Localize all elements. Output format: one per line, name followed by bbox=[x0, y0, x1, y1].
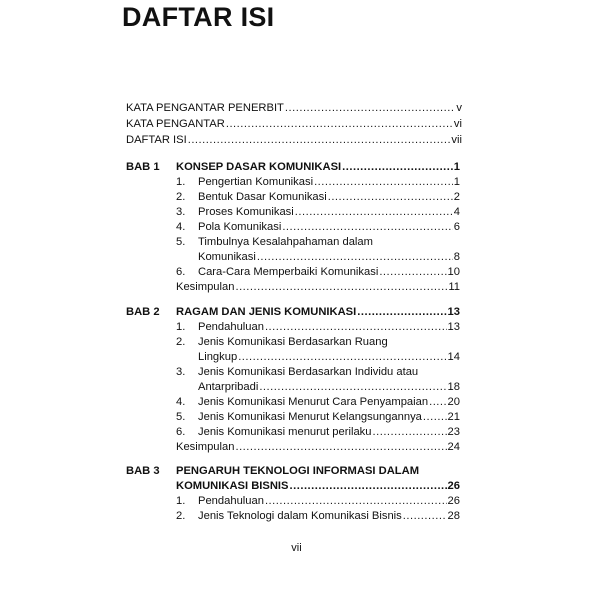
item-page: 13 bbox=[447, 321, 460, 333]
item-text: Pendahuluan bbox=[198, 495, 264, 507]
chapter-title: RAGAM DAN JENIS KOMUNIKASI bbox=[176, 306, 357, 318]
item-number: 2. bbox=[176, 510, 186, 522]
item-text: Jenis Komunikasi Menurut Cara Penyampaian bbox=[198, 396, 429, 408]
item-page: 2 bbox=[453, 191, 460, 203]
item-page: 8 bbox=[453, 251, 460, 263]
item-text: Proses Komunikasi bbox=[198, 206, 294, 218]
toc-entry-front-1 bbox=[126, 101, 462, 116]
item-text: Komunikasi bbox=[198, 251, 256, 263]
item-number: 3. bbox=[176, 366, 186, 378]
item-number: 5. bbox=[176, 236, 186, 248]
chapter-page: 1 bbox=[453, 161, 460, 173]
entry-page: vi bbox=[453, 118, 462, 130]
item-page: 6 bbox=[453, 221, 460, 233]
entry-page: vii bbox=[451, 134, 462, 146]
chapter-page: 26 bbox=[447, 480, 460, 492]
toc-item bbox=[198, 410, 460, 425]
item-text: Jenis Teknologi dalam Komunikasi Bisnis bbox=[198, 510, 402, 522]
toc-summary bbox=[176, 280, 460, 295]
leader-dots bbox=[265, 320, 447, 335]
toc-item bbox=[198, 205, 460, 220]
chapter-title-row bbox=[176, 479, 460, 494]
item-number: 4. bbox=[176, 221, 186, 233]
leader-dots bbox=[226, 117, 453, 132]
item-number: 3. bbox=[176, 206, 186, 218]
chapter-page: 13 bbox=[447, 306, 460, 318]
chapter-label: BAB 1 bbox=[126, 161, 160, 173]
summary-page: 24 bbox=[447, 441, 460, 453]
item-text: Lingkup bbox=[198, 351, 238, 363]
item-text: Jenis Komunikasi menurut perilaku bbox=[198, 426, 372, 438]
item-number: 4. bbox=[176, 396, 186, 408]
chapter-title-row bbox=[176, 160, 460, 175]
item-page: 14 bbox=[447, 351, 460, 363]
chapter-label: BAB 2 bbox=[126, 306, 160, 318]
entry-text: KATA PENGANTAR bbox=[126, 118, 225, 130]
item-text: Jenis Komunikasi Menurut Kelangsungannya bbox=[198, 411, 422, 423]
toc-item bbox=[198, 425, 460, 440]
summary-text: Kesimpulan bbox=[176, 281, 235, 293]
toc-item bbox=[198, 175, 460, 190]
item-number: 1. bbox=[176, 321, 186, 333]
toc-item bbox=[198, 395, 460, 410]
chapter-label: BAB 3 bbox=[126, 465, 160, 477]
item-text: Pola Komunikasi bbox=[198, 221, 282, 233]
toc-item bbox=[198, 350, 460, 365]
item-text: Antarpribadi bbox=[198, 381, 259, 393]
item-number: 1. bbox=[176, 495, 186, 507]
leader-dots bbox=[238, 350, 446, 365]
item-number: 2. bbox=[176, 336, 186, 348]
item-number: 6. bbox=[176, 266, 186, 278]
leader-dots bbox=[265, 494, 447, 509]
leader-dots bbox=[314, 175, 453, 190]
toc-entry-front-2 bbox=[126, 117, 462, 132]
toc-entry-front-3 bbox=[126, 133, 462, 148]
chapter-title-line1: PENGARUH TEKNOLOGI INFORMASI DALAM bbox=[176, 465, 420, 477]
item-page: 4 bbox=[453, 206, 460, 218]
page-title: DAFTAR ISI bbox=[122, 2, 275, 32]
item-text: Bentuk Dasar Komunikasi bbox=[198, 191, 327, 203]
toc-item bbox=[198, 220, 460, 235]
toc-item bbox=[198, 380, 460, 395]
toc-item bbox=[198, 190, 460, 205]
leader-dots bbox=[328, 190, 453, 205]
entry-page: v bbox=[456, 102, 462, 114]
item-page: 10 bbox=[447, 266, 460, 278]
leader-dots bbox=[235, 280, 447, 295]
summary-text: Kesimpulan bbox=[176, 441, 235, 453]
item-text-line1: Timbulnya Kesalahpahaman dalam bbox=[198, 236, 373, 248]
item-number: 6. bbox=[176, 426, 186, 438]
item-text: Pendahuluan bbox=[198, 321, 264, 333]
leader-dots bbox=[235, 440, 446, 455]
leader-dots bbox=[295, 205, 453, 220]
item-page: 26 bbox=[447, 495, 460, 507]
leader-dots bbox=[259, 380, 446, 395]
item-page: 20 bbox=[447, 396, 460, 408]
page-number-footer: vii bbox=[291, 542, 302, 554]
entry-text: DAFTAR ISI bbox=[126, 134, 187, 146]
toc-item bbox=[198, 494, 460, 509]
entry-text: KATA PENGANTAR PENERBIT bbox=[126, 102, 284, 114]
leader-dots bbox=[429, 395, 446, 410]
leader-dots bbox=[379, 265, 446, 280]
toc-item bbox=[198, 265, 460, 280]
leader-dots bbox=[357, 305, 446, 320]
item-page: 28 bbox=[447, 510, 460, 522]
item-page: 1 bbox=[453, 176, 460, 188]
leader-dots bbox=[285, 101, 456, 116]
item-page: 18 bbox=[447, 381, 460, 393]
leader-dots bbox=[290, 479, 447, 494]
toc-item bbox=[198, 509, 460, 524]
toc-summary bbox=[176, 440, 460, 455]
toc-item bbox=[198, 250, 460, 265]
leader-dots bbox=[373, 425, 447, 440]
summary-page: 11 bbox=[448, 281, 460, 293]
leader-dots bbox=[342, 160, 453, 175]
item-text: Cara-Cara Memperbaiki Komunikasi bbox=[198, 266, 379, 278]
item-number: 1. bbox=[176, 176, 186, 188]
item-text-line1: Jenis Komunikasi Berdasarkan Individu atau bbox=[198, 366, 419, 378]
leader-dots bbox=[188, 133, 451, 148]
leader-dots bbox=[257, 250, 453, 265]
toc-item bbox=[198, 320, 460, 335]
item-page: 23 bbox=[447, 426, 460, 438]
item-number: 2. bbox=[176, 191, 186, 203]
leader-dots bbox=[403, 509, 447, 524]
leader-dots bbox=[282, 220, 452, 235]
chapter-title: KONSEP DASAR KOMUNIKASI bbox=[176, 161, 342, 173]
chapter-title: KOMUNIKASI BISNIS bbox=[176, 480, 289, 492]
item-text-line1: Jenis Komunikasi Berdasarkan Ruang bbox=[198, 336, 388, 348]
item-page: 21 bbox=[447, 411, 460, 423]
item-text: Pengertian Komunikasi bbox=[198, 176, 314, 188]
chapter-title-row bbox=[176, 305, 460, 320]
item-number: 5. bbox=[176, 411, 186, 423]
leader-dots bbox=[423, 410, 447, 425]
